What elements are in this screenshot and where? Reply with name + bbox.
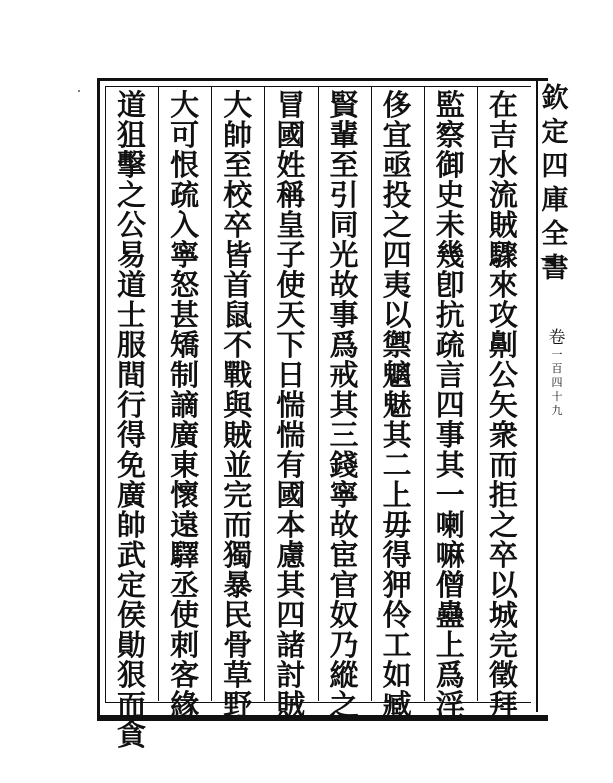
text-char: 子	[276, 238, 306, 272]
text-char: 東	[170, 448, 200, 482]
library-title-char: 庫	[541, 185, 569, 216]
text-char: 得	[382, 538, 412, 572]
text-char: 如	[382, 658, 412, 692]
text-char: 稱	[276, 178, 306, 212]
text-char: 國	[276, 118, 306, 152]
juan-label	[547, 328, 567, 478]
text-char: 有	[276, 448, 306, 482]
text-char: 丞	[170, 568, 200, 602]
text-char: 本	[276, 508, 306, 542]
text-column	[378, 88, 416, 722]
juan-number-char: 百	[551, 362, 563, 375]
text-char: 擊	[117, 148, 147, 182]
library-title-char: 四	[541, 151, 569, 182]
text-char: 魑	[382, 358, 412, 392]
text-char: 恨	[170, 148, 200, 182]
text-char: 臧	[382, 688, 412, 722]
text-char: 蠱	[435, 598, 465, 632]
library-title-char: 欽	[541, 83, 569, 114]
text-char: 以	[382, 298, 412, 332]
text-char: 民	[223, 598, 253, 632]
text-char: 城	[488, 598, 518, 632]
text-char: 使	[276, 268, 306, 302]
paper-speck	[78, 90, 80, 92]
text-char: 惴	[276, 418, 306, 452]
text-char: 故	[329, 508, 359, 542]
text-char: 姓	[276, 148, 306, 182]
text-char: 寧	[329, 478, 359, 512]
text-char: 輩	[329, 118, 359, 152]
text-char: 四	[276, 598, 306, 632]
text-char: 道	[117, 88, 147, 122]
library-title-char: 全	[541, 219, 569, 250]
text-char: 遠	[170, 508, 200, 542]
text-char: 草	[223, 658, 253, 692]
text-char: 狠	[117, 658, 147, 692]
text-char: 士	[117, 298, 147, 332]
text-char: 流	[488, 178, 518, 212]
column-rule	[158, 86, 159, 701]
text-char: 宦	[329, 538, 359, 572]
text-char: 貪	[117, 718, 147, 752]
text-char: 完	[223, 478, 253, 512]
library-title-char: 書	[541, 253, 569, 284]
text-char: 戒	[329, 358, 359, 392]
text-char: 夷	[382, 268, 412, 302]
text-char: 公	[117, 208, 147, 242]
text-char: 疏	[170, 178, 200, 212]
text-char: 易	[117, 238, 147, 272]
text-char: 御	[435, 148, 465, 182]
column-rule	[264, 86, 265, 701]
text-char: 入	[170, 208, 200, 242]
text-char: 史	[435, 178, 465, 212]
text-char: 乃	[329, 628, 359, 662]
text-char: 校	[223, 178, 253, 212]
text-char: 引	[329, 178, 359, 212]
text-char: 大	[223, 88, 253, 122]
text-char: 首	[223, 268, 253, 302]
text-char: 工	[382, 628, 412, 662]
text-char: 事	[329, 298, 359, 332]
text-char: 矢	[488, 388, 518, 422]
text-char: 縱	[329, 658, 359, 692]
text-char: 公	[488, 358, 518, 392]
text-char: 驛	[170, 538, 200, 572]
text-char: 而	[488, 448, 518, 482]
text-char: 寧	[170, 238, 200, 272]
text-char: 戰	[223, 358, 253, 392]
text-char: 衆	[488, 418, 518, 452]
text-char: 制	[170, 358, 200, 392]
text-char: 骨	[223, 628, 253, 662]
text-char: 言	[435, 358, 465, 392]
column-rule	[477, 86, 478, 701]
text-char: 刺	[170, 628, 200, 662]
text-char: 四	[382, 238, 412, 272]
text-char: 定	[117, 568, 147, 602]
text-char: 皆	[223, 238, 253, 272]
text-char: 行	[117, 388, 147, 422]
text-char: 謫	[170, 388, 200, 422]
text-char: 狎	[382, 568, 412, 602]
text-column	[219, 88, 257, 722]
column-rule	[371, 86, 372, 701]
text-char: 獨	[223, 538, 253, 572]
text-char: 亟	[382, 148, 412, 182]
text-char: 奴	[329, 598, 359, 632]
text-char: 爲	[329, 328, 359, 362]
juan-number-char: 九	[551, 404, 563, 417]
text-char: 劓	[488, 328, 518, 362]
text-char: 怒	[170, 268, 200, 302]
text-char: 禦	[382, 328, 412, 362]
text-char: 鼠	[223, 298, 253, 332]
text-column	[431, 88, 469, 722]
text-column	[325, 88, 363, 722]
text-char: 武	[117, 538, 147, 572]
text-column	[166, 88, 204, 722]
text-char: 攻	[488, 298, 518, 332]
text-char: 帥	[223, 118, 253, 152]
text-char: 不	[223, 328, 253, 362]
text-char: 道	[117, 268, 147, 302]
text-char: 一	[435, 478, 465, 512]
column-rule	[424, 86, 425, 701]
text-char: 其	[276, 568, 306, 602]
text-char: 冒	[276, 88, 306, 122]
text-char: 之	[329, 688, 359, 722]
text-char: 卒	[223, 208, 253, 242]
text-char: 魅	[382, 388, 412, 422]
text-char: 未	[435, 208, 465, 242]
text-char: 二	[382, 448, 412, 482]
text-char: 完	[488, 628, 518, 662]
text-char: 間	[117, 358, 147, 392]
text-char: 三	[329, 418, 359, 452]
text-char: 水	[488, 148, 518, 182]
fishtail-mark	[540, 258, 556, 267]
text-char: 日	[276, 358, 306, 392]
text-char: 徵	[488, 658, 518, 692]
text-char: 國	[276, 478, 306, 512]
text-char: 矯	[170, 328, 200, 362]
text-char: 毋	[382, 508, 412, 542]
text-char: 其	[435, 448, 465, 482]
text-char: 侈	[382, 88, 412, 122]
text-char: 使	[170, 598, 200, 632]
text-char: 慮	[276, 538, 306, 572]
text-char: 而	[223, 508, 253, 542]
text-char: 賊	[276, 688, 306, 722]
text-char: 廣	[170, 418, 200, 452]
text-char: 至	[329, 148, 359, 182]
text-char: 事	[435, 418, 465, 452]
library-title-char: 定	[541, 117, 569, 148]
text-char: 服	[117, 328, 147, 362]
text-char: 野	[223, 688, 253, 722]
text-char: 天	[276, 298, 306, 332]
text-char: 上	[382, 478, 412, 512]
text-column	[484, 88, 522, 722]
text-char: 驟	[488, 238, 518, 272]
text-char: 至	[223, 148, 253, 182]
text-char: 投	[382, 178, 412, 212]
text-char: 淫	[435, 688, 465, 722]
text-char: 來	[488, 268, 518, 302]
text-char: 之	[117, 178, 147, 212]
text-char: 抗	[435, 298, 465, 332]
text-char: 在	[488, 88, 518, 122]
text-char: 懷	[170, 478, 200, 512]
text-char: 喇	[435, 508, 465, 542]
text-char: 並	[223, 448, 253, 482]
juan-char: 卷	[548, 328, 566, 348]
text-char: 上	[435, 628, 465, 662]
text-char: 之	[488, 508, 518, 542]
text-char: 故	[329, 268, 359, 302]
text-char: 四	[435, 388, 465, 422]
text-char: 緣	[170, 688, 200, 722]
text-char: 以	[488, 568, 518, 602]
text-char: 狙	[117, 118, 147, 152]
text-column	[113, 88, 151, 752]
text-char: 可	[170, 118, 200, 152]
text-char: 卒	[488, 538, 518, 572]
text-char: 與	[223, 388, 253, 422]
text-char: 惴	[276, 388, 306, 422]
column-rule	[211, 86, 212, 701]
text-char: 大	[170, 88, 200, 122]
text-char: 下	[276, 328, 306, 362]
text-char: 諸	[276, 628, 306, 662]
text-char: 賊	[488, 208, 518, 242]
text-char: 之	[382, 208, 412, 242]
text-char: 爲	[435, 658, 465, 692]
text-char: 賊	[223, 418, 253, 452]
text-char: 伶	[382, 598, 412, 632]
text-char: 免	[117, 448, 147, 482]
text-char: 疏	[435, 328, 465, 362]
text-char: 廣	[117, 478, 147, 512]
text-char: 錢	[329, 448, 359, 482]
text-char: 嘛	[435, 538, 465, 572]
text-char: 侯	[117, 598, 147, 632]
juan-number-char: 四	[551, 376, 563, 389]
juan-number-char: 十	[551, 390, 563, 403]
text-char: 僧	[435, 568, 465, 602]
text-char: 暴	[223, 568, 253, 602]
text-char: 監	[435, 88, 465, 122]
text-char: 光	[329, 238, 359, 272]
text-char: 帥	[117, 508, 147, 542]
text-char: 客	[170, 658, 200, 692]
text-char: 勛	[117, 628, 147, 662]
text-char: 賢	[329, 88, 359, 122]
text-char: 宜	[382, 118, 412, 152]
text-char: 其	[382, 418, 412, 452]
text-char: 其	[329, 388, 359, 422]
text-char: 察	[435, 118, 465, 152]
text-char: 幾	[435, 238, 465, 272]
juan-number-char: 一	[551, 348, 563, 361]
text-char: 同	[329, 208, 359, 242]
text-char: 皇	[276, 208, 306, 242]
text-char: 卽	[435, 268, 465, 302]
text-char: 拒	[488, 478, 518, 512]
text-column	[272, 88, 310, 722]
column-rule	[318, 86, 319, 701]
text-char: 討	[276, 658, 306, 692]
text-char: 得	[117, 418, 147, 452]
text-char: 拜	[488, 688, 518, 722]
text-char: 官	[329, 568, 359, 602]
text-char: 吉	[488, 118, 518, 152]
text-char: 而	[117, 688, 147, 722]
text-char: 甚	[170, 298, 200, 332]
